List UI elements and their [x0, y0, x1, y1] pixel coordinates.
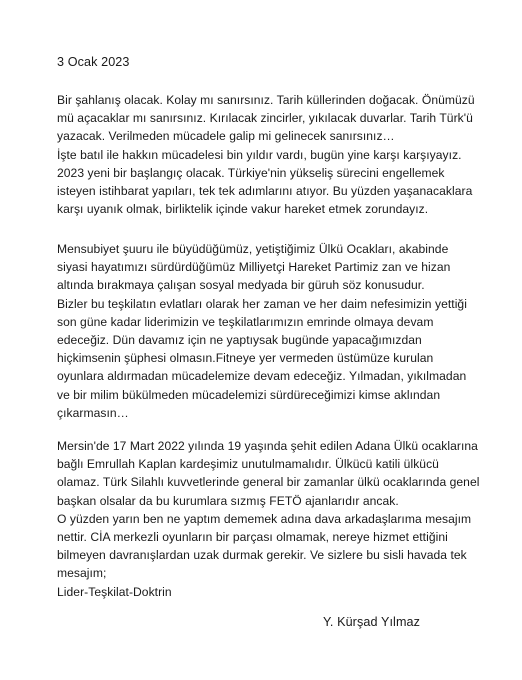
- text-line: O yüzden yarın ben ne yaptım dememek adına dava arkadaşlarıma mesajım: [57, 511, 472, 526]
- text-line: mü açacaklar mı sanırsınız. Kırılacak zincirler, yıkılacak duvarlar. Tarih Türk'ü: [57, 111, 473, 126]
- text-line: Mersin'de 17 Mart 2022 yılında 19 yaşında şehit edilen Adana Ülkü ocaklarına: [57, 439, 478, 453]
- text-line: isteyen istihbarat yapıları, tek tek adımlarını atıyor. Bu yüzden yaşanacaklara: [57, 184, 473, 199]
- text-line: oyunlara aldırmadan mücadelemize devam edeceğiz. Yılmadan, yıkılmadan: [57, 369, 467, 384]
- text-line: yazacak. Verilmeden mücadele galip mi gelinecek sanırsınız…: [57, 129, 395, 144]
- text-line: mesajım;: [57, 566, 107, 581]
- paragraph-2: [57, 240, 493, 422]
- letter-date: 3 Ocak 2023: [57, 55, 130, 69]
- signature: Y. Kürşad Yılmaz: [323, 615, 421, 629]
- text-line: edeceğiz. Dün davamız için ne yaptıysak bugünde yapacağımızdan: [57, 333, 422, 348]
- text-line: Bir şahlanış olacak. Kolay mı sanırsınız. Tarih küllerinden doğacak. Önümüzü: [57, 93, 475, 107]
- text-line: 2023 yeni bir başlangıç olacak. Türkiye'nin yükseliş sürecini engellemek: [57, 165, 445, 180]
- paragraph-3: [57, 437, 493, 601]
- text-line: siyasi hayatımızı sürdürdüğümüz Milliyetçi Hareket Partimiz zan ve hizan: [57, 260, 451, 275]
- text-line: Mensubiyet şuuru ile büyüdüğümüz, yetiştiğimiz Ülkü Ocakları, akabinde: [57, 242, 449, 256]
- text-line: bilmeyen davranışlardan uzak durmak gerekir. Ve sizlere bu sisli havada tek: [57, 548, 467, 563]
- text-line: olamaz. Türk Silahlı kuvvetlerinde general bir zamanlar ülkü ocaklarında genel: [57, 475, 480, 490]
- paragraph-1: [57, 91, 493, 218]
- text-line: Bizler bu teşkilatın evlatları olarak her zaman ve her daim nefesimizin yettiği: [57, 296, 467, 311]
- text-line: ve bir milim bükülmeden mücadelemizi sürdüreceğimizi kimse aklından: [57, 387, 441, 402]
- text-line: çıkarmasın…: [57, 405, 129, 420]
- text-line: başkan olsalar da bu kurumlara sızmış FETÖ ajanlarıdır ancak.: [57, 493, 399, 508]
- text-line: nettir. CİA merkezli oyunların bir parçası olmamak, nereye hizmet ettiğini: [57, 530, 448, 545]
- text-line: İşte batıl ile hakkın mücadelesi bin yıldır vardı, bugün yine karşı karşıyayız.: [57, 147, 462, 162]
- text-line: son güne kadar liderimizin ve teşkilatlarımızın emrinde olmaya devam: [57, 314, 434, 329]
- text-line: altında bırakmaya çalışan sosyal medyada bir güruh söz konusudur.: [57, 278, 425, 293]
- text-line: karşı uyanık olmak, birliktelik içinde vakur hareket etmek zorundayız.: [57, 202, 429, 217]
- text-line: hiçkimsenin şüphesi olmasın.Fitneye yer vermeden üstümüze kurulan: [57, 351, 434, 366]
- text-line: Lider-Teşkilat-Doktrin: [57, 584, 172, 599]
- text-line: bağlı Emrullah Kaplan kardeşimiz unutulmamalıdır. Ülkücü katili ülkücü: [57, 457, 439, 472]
